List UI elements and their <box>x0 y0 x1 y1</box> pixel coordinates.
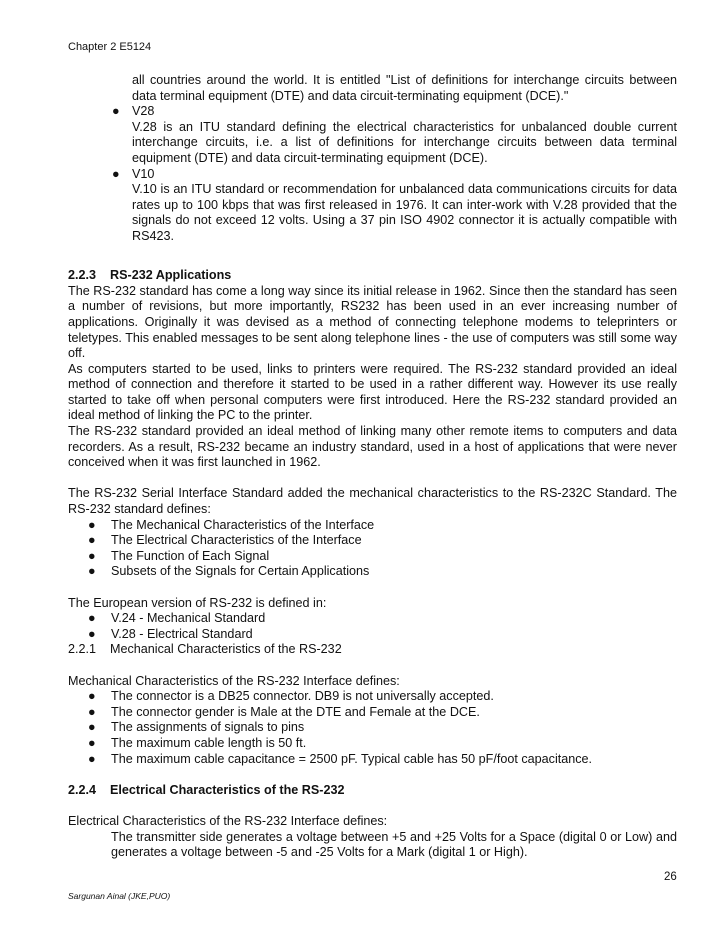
list-item: ● V.24 - Mechanical Standard <box>88 611 266 626</box>
bullet-icon: ● <box>88 626 96 641</box>
v10-title: V10 <box>132 166 155 181</box>
paragraph-elec-intro: Electrical Characteristics of the RS-232 Interface defines: <box>68 813 388 828</box>
list-item: ● The Mechanical Characteristics of the Interface <box>88 517 375 532</box>
bullet-icon: ● <box>88 611 96 626</box>
list-item: ● The assignments of signals to pins <box>88 720 305 735</box>
list-item: ● The connector gender is Male at the DTE and Female at the DCE. <box>88 704 480 719</box>
v10-body: V.10 is an ITU standard or recommendation for unbalanced data communications circuits for data rates up to 100 kbps that was first released in 1976. It can inter-work with V.28 provided that the signals do not exceed 12 volts. Using a 37 pin ISO 4902 connector it is actually compatible with RS423. <box>132 182 677 243</box>
defines-list <box>68 518 677 580</box>
list-item: ● The Electrical Characteristics of the Interface <box>88 533 362 548</box>
paragraph-elec-body: The transmitter side generates a voltage between +5 and +25 Volts for a Space (digital 0 or Low) and generates a voltage between -5 and -25 Volts for a Mark (digital 1 or High). <box>111 829 677 860</box>
paragraph-applications-1: The RS-232 standard has come a long way since its initial release in 1962. Since then the standard has seen a number of revisions, but more importantly, RS232 has been used in an ever increasing number of applications. Originally it was devised as a method of connecting telephone modems to teleprinters or teletypes. This enabled messages to be sent along telephone lines - the use of computers was still some way off. <box>68 283 677 361</box>
list-item: ● Subsets of the Signals for Certain Applications <box>88 564 370 579</box>
paragraph-mech-intro: Mechanical Characteristics of the RS-232 Interface defines: <box>68 673 400 688</box>
v28-body: V.28 is an ITU standard defining the electrical characteristics for unbalanced double current interchange circuits, i.e. a list of definitions for interchange circuits between data terminal equipment (DTE) and data circuit-terminating equipment (DCE). <box>132 119 677 165</box>
list-item-v28 <box>68 104 677 120</box>
paragraph-european-intro: The European version of RS-232 is defined in: <box>68 595 327 610</box>
list-item-v10 <box>68 167 677 183</box>
section-heading-2-2-1: 2.2.1 Mechanical Characteristics of the RS-232 <box>68 642 342 657</box>
bullet-icon: ● <box>88 517 96 532</box>
section-heading-2-2-3: 2.2.3 RS-232 Applications <box>68 268 232 283</box>
list-item: ● The Function of Each Signal <box>88 548 270 563</box>
v28-title: V28 <box>132 104 155 119</box>
list-item: ● The maximum cable length is 50 ft. <box>88 735 307 750</box>
paragraph-applications-3: The RS-232 standard provided an ideal method of linking many other remote items to computers and data recorders. As a result, RS-232 became an industry standard, used in a host of applications that were never conceived when it was first launched in 1962. <box>68 424 677 470</box>
bullet-icon: ● <box>88 735 96 750</box>
bullet-icon: ● <box>112 166 120 181</box>
bullet-icon: ● <box>112 104 120 119</box>
bullet-icon: ● <box>88 689 96 704</box>
bullet-icon: ● <box>88 704 96 719</box>
bullet-icon: ● <box>88 533 96 548</box>
list-item: ● The connector is a DB25 connector. DB9 is not universally accepted. <box>88 689 494 704</box>
bullet-icon: ● <box>88 548 96 563</box>
page-number: 26 <box>664 871 677 883</box>
bullet-icon: ● <box>88 720 96 735</box>
bullet-icon: ● <box>88 564 96 579</box>
list-item: ● The maximum cable capacitance = 2500 pF. Typical cable has 50 pF/foot capacitance. <box>88 751 593 766</box>
bullet-icon: ● <box>88 751 96 766</box>
mech-list <box>68 689 677 767</box>
list-item: ● V.28 - Electrical Standard <box>88 626 253 641</box>
paragraph-defines-intro: The RS-232 Serial Interface Standard added the mechanical characteristics to the RS-232C Standard. The RS-232 standard defines: <box>68 486 677 517</box>
continued-paragraph: all countries around the world. It is entitled "List of definitions for interchange circuits between data terminal equipment (DTE) and data circuit-terminating equipment (DCE)." <box>132 73 677 103</box>
page-content <box>68 73 677 861</box>
footer-author: Sargunan Ainal (JKE,PUO) <box>68 891 171 901</box>
european-list <box>68 611 677 642</box>
page-header: Chapter 2 E5124 <box>68 41 152 53</box>
section-heading-2-2-4: 2.2.4 Electrical Characteristics of the RS-232 <box>68 782 345 797</box>
paragraph-applications-2: As computers started to be used, links to printers were required. The RS-232 standard provided an ideal method of connection and therefore it started to be used in a rather different way. However its use really started to take off when personal computers were first introduced. Here the RS-232 standard provided an ideal method of linking the PC to the printer. <box>68 361 677 423</box>
